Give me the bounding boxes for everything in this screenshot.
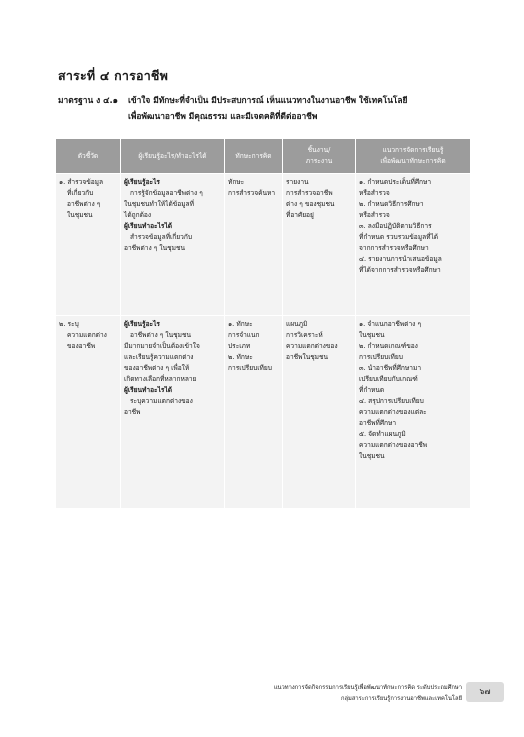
- learn-cell: ผู้เรียนรู้อะไร การรู้จักข้อมูลอาชีพต่าง ๆ ในชุมชนทำให้ได้ข้อมูลที่ ได้ถูกต้อง ผู้เรียนทำอะไรได้ สำรวจข้อมูลที่เกี่ยวกับ อาชีพต่าง ๆ ในชุมชน: [121, 174, 225, 316]
- skill-cell: ทักษะ การสำรวจค้นหา: [225, 174, 283, 316]
- page-number: ๖๗: [466, 682, 504, 702]
- table-row: [56, 316, 471, 509]
- standard-line: เข้าใจ มีทักษะที่จำเป็น มีประสบการณ์ เห็นแนวทางในงานอาชีพ ใช้เทคโนโลยี: [128, 95, 408, 105]
- learn-cell: ผู้เรียนรู้อะไร อาชีพต่าง ๆ ในชุมชน มีมากมายจำเป็นต้องเข้าใจ และเรียนรู้ความแตกต่าง ของอาชีพต่าง ๆ เพื่อให้ เกิดทางเลือกที่หลากหลาย ผู้เรียนทำอะไรได้ ระบุความแตกต่างของ อาชีพ: [121, 316, 225, 509]
- header-learn: ผู้เรียนรู้อะไร/ทำอะไรได้: [121, 139, 225, 174]
- table-header-row: [56, 139, 471, 174]
- header-skill: ทักษะการคิด: [225, 139, 283, 174]
- approach-cell: ๑. กำหนดประเด็นที่ศึกษา หรือสำรวจ ๒. กำหนดวิธีการศึกษา หรือสำรวจ ๓. ลงมือปฏิบัติตามวิธีการ ที่กำหนด รวบรวมข้อมูลที่ได้ จากการสำรวจหรือศึกษา ๔. รายงานการนำเสนอข้อมูล ที่ได้จากการสำรวจหรือศึกษา: [356, 174, 471, 316]
- header-approach: แนวการจัดการเรียนรู้ เพื่อพัฒนาทักษะการคิด: [356, 139, 471, 174]
- footer-line: กลุ่มสาระการเรียนรู้การงานอาชีพและเทคโนโลยี: [341, 696, 462, 702]
- standard-code: มาตรฐาน ง ๔.๑: [58, 95, 118, 105]
- header-work: ชิ้นงาน/ ภาระงาน: [283, 139, 356, 174]
- standard-text: [128, 92, 478, 124]
- table-row: [56, 174, 471, 316]
- curriculum-table: [55, 138, 471, 509]
- strand-title: สาระที่ ๔ การอาชีพ: [58, 68, 169, 83]
- work-cell: รายงาน การสำรวจอาชีพ ต่าง ๆ ของชุมชน ที่อาศัยอยู่: [283, 174, 356, 316]
- approach-cell: ๑. จำแนกอาชีพต่าง ๆ ในชุมชน ๒. กำหนดเกณฑ์ของ การเปรียบเทียบ ๓. นำอาชีพที่ศึกษามา เปรียบเทียบกับเกณฑ์ ที่กำหนด ๔. สรุปการเปรียบเทียบ ความแตกต่างของแต่ละ อาชีพที่ศึกษา ๕. จัดทำแผนภูมิ ความแตกต่างของอาชีพ ในชุมชน: [356, 316, 471, 509]
- standard-line: เพื่อพัฒนาอาชีพ มีคุณธรรม และมีเจตคติที่ดีต่ออาชีพ: [128, 111, 318, 121]
- indicator-cell: ๒. ระบุ ความแตกต่าง ของอาชีพ: [56, 316, 121, 509]
- page-footer: [200, 683, 462, 705]
- indicator-cell: ๑. สำรวจข้อมูล ที่เกี่ยวกับ อาชีพต่าง ๆ ในชุมชน: [56, 174, 121, 316]
- footer-line: แนวทางการจัดกิจกรรมการเรียนรู้เพื่อพัฒนาทักษะการคิด ระดับประถมศึกษา: [273, 685, 462, 691]
- header-indicator: ตัวชี้วัด: [56, 139, 121, 174]
- skill-cell: ๑. ทักษะ การจำแนก ประเภท ๒. ทักษะ การเปรียบเทียบ: [225, 316, 283, 509]
- work-cell: แผนภูมิ การวิเคราะห์ ความแตกต่างของ อาชีพในชุมชน: [283, 316, 356, 509]
